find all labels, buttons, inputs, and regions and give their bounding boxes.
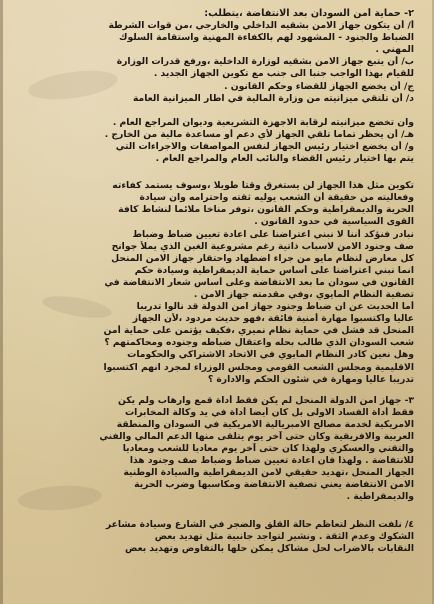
paragraph-line: المنحل قد فشل في حماية نظام نميري ،فكيف يؤتمن على حماية أمن <box>103 325 414 337</box>
paragraph-line: ٣- جهاز امن الدولة المنحل لم يكن فقط أداة قمع وارهاب ولم يكن <box>117 394 414 406</box>
paragraph-line: القانون في سودان ما بعد الانتفاضة وعلى أساس شعار الانتفاضة في <box>104 276 414 288</box>
paragraph-line: الاقليمية ومجلس الشعب القومي ومجلس الوزراء لمجرد انهم اكتسبوا <box>103 361 414 373</box>
paragraph-line: القوى السياسية في حدود القانون . <box>254 216 414 228</box>
paragraph-line: شعب السودان الذي طالب بحله واعتقال ضباطه وجنوده ومحاكمتهم ؟ <box>104 337 414 349</box>
paragraph-line: المهني . <box>375 44 414 56</box>
paragraph-line: وفعاليته من حقيقة أن الشعب يوليه ثقته واحترامه وان سيادة <box>139 192 414 204</box>
paragraph-line: هـ/ أن يحظر تماما تلقي الجهاز لأي دعم أو مساعدة مالية من الخارج . <box>104 128 414 140</box>
paragraph-line: كل معارض لنظام مايو من جراء اضطهاد واحتقار جهاز الامن المنحل <box>111 252 414 264</box>
paragraph-line: أما الحديث عن ان ضباط وجنود جهاز امن الدولة قد نالوا تدريبا <box>136 301 414 313</box>
paragraph-line: و/ أن يخضع اختيار رئيس الجهاز لنفس المواصفات والاجراءات التي <box>115 140 414 152</box>
paragraph-line: الامن الانتفاضة يعني تصفية الانتفاضة ومكاسبها وضرب الحرية <box>134 479 414 491</box>
paragraph-line: الجهاز المنحل ،تهديد حقيقي لامن الديمقراطية والسيادة الوطنية <box>123 467 414 479</box>
section-dissolved-agency <box>22 395 414 504</box>
paragraph-line: ب/ أن يتبع جهاز الامن بشقيه لوزارة الداخلية ،ورفع قدرات الوزارة <box>116 56 414 68</box>
paragraph-line: والتقني والعسكري ولهذا كان حتى آخر يوم معاديا للشعب ومعاديا <box>122 443 414 455</box>
paragraph-line: تصفية النظام المايوي ،وفي مقدمته جهاز الامن . <box>193 288 414 300</box>
paragraph-line: ج/ أن يخضع الجهاز للقضاء وحكم القانون . <box>224 80 414 92</box>
document-body <box>22 8 414 555</box>
paragraph-line: الحرية والديمقراطية وحكم القانون ،توفر مناخا ملائما لنشاط كافة <box>118 204 414 216</box>
paragraph-line: للانتفاضة . ولهذا فان اعادة تعيين ضباط وضباط صف وجنود هذا <box>129 455 414 467</box>
section-budget-oversight <box>22 117 414 165</box>
section-security-requirements <box>22 8 414 105</box>
paragraph-line: يتم بها اختيار رئيس القضاء والنائب العام والمراجع العام . <box>155 153 414 165</box>
paragraph-line: الضباط والجنود - المشهود لهم بالكفاءة المهنية واستقامة السلوك <box>119 32 414 44</box>
paragraph-line: نبادر فنؤكد أننا لا نبني اعتراضنا على اعادة تعيين ضباط وضباط <box>132 228 414 240</box>
paragraph-line: ٤/ نلفت النظر لتعاظم حالة القلق والضجر في الشارع وسيادة مشاعر <box>105 518 414 530</box>
paragraph-line: العربية والافريقية وكان حتى آخر يوم يتلقى منها الدعم المالي والفني <box>99 431 414 442</box>
paragraph-line: عاليا واكتسبوا مهارة أمنية فائقة ،فهو حديث مردود ،لأن الجهاز <box>132 313 414 325</box>
paragraph-line: والديمقراطية . <box>346 491 414 503</box>
paragraph-line: النقابات بالاضراب لحل مشاكل يمكن حلها بالتفاوض وتهديد بعض <box>125 542 414 554</box>
paragraph-line: د/ أن تلتقي ميزانيته من وزارة المالية في اطار الميزانية العامة <box>132 92 414 104</box>
section-public-concern <box>22 519 414 555</box>
section-new-agency-argument <box>22 180 414 386</box>
paragraph-line: صف وجنود الامن لاسباب ذاتية رغم مشروعية الغبن الذي يملأ جوانح <box>111 240 414 252</box>
paragraph-line: تدريبا عاليا ومهارة في شئون الحكم والادارة ؟ <box>207 373 414 385</box>
paragraph-line: للقيام بهذا الواجب جنبا الى جنب مع تكوين الجهاز الجديد . <box>153 68 414 80</box>
paragraph-line: انما نبني اعتراضنا على أساس حماية الديمقراطية وسيادة حكم <box>134 264 414 276</box>
paragraph-line: أ/ أن يتكون جهاز الامن بشقيه الداخلي والخارجي ،من قوات الشرطة <box>108 20 414 32</box>
paragraph-line: فقط أداة الفساد الاولى بل كان أيضا أداة في يد وكالة المخابرات <box>124 406 414 418</box>
paragraph-line: الامريكية لخدمة مصالح الامبريالية الامريكية في السودان والمنطقة <box>116 418 414 430</box>
paragraph-line: الشكوك وعدم الثقة . ونشير لتواجد جانبية مثل تهديد بعض <box>154 530 414 542</box>
paragraph-line: وان تخضع ميزانيته لرقابة الاجهزة التشريعية وديوان المراجع العام . <box>112 116 414 128</box>
section-heading: ٢- حماية أمن السودان بعد الانتفاضة ،يتطلب: <box>204 8 414 19</box>
paragraph-line: وهل نعين كادر النظام المايوي في الاتحاد الاشتراكي والحكومات <box>127 349 414 361</box>
paragraph-line: تكوين مثل هذا الجهاز لن يستغرق وقتا طويلا ،وسوف يستمد كفاءته <box>112 180 414 192</box>
